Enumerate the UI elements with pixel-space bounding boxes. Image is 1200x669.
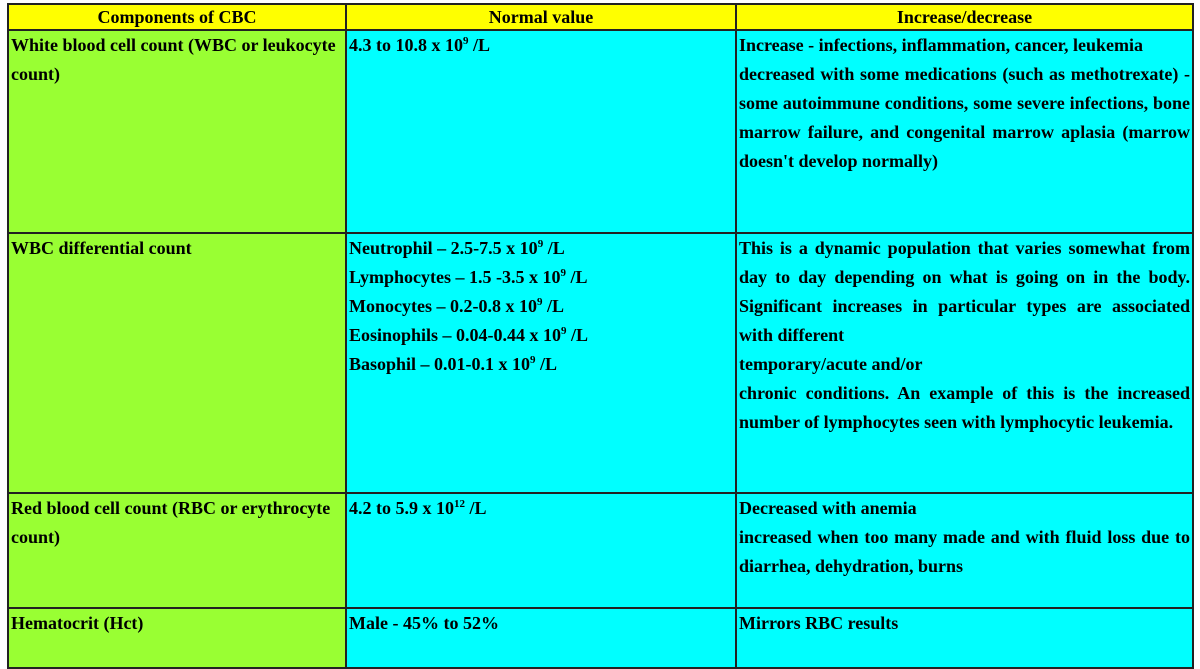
normal-value-line [349, 31, 733, 60]
cbc-table [7, 3, 1194, 669]
exponent: 9 [560, 267, 566, 279]
normal-value-cell [346, 493, 736, 608]
normal-value-line [349, 321, 733, 350]
change-cell [736, 493, 1193, 608]
component-cell: White blood cell count (WBC or leukocyte count) [8, 30, 346, 233]
change-line: temporary/acute and/or [739, 354, 923, 374]
normal-value-line [349, 234, 733, 263]
value-text: Neutrophil – 2.5-7.5 x 10 [349, 238, 538, 258]
component-cell: Hematocrit (Hct) [8, 608, 346, 668]
value-text: 4.3 to 10.8 x 10 [349, 35, 463, 55]
header-increase-decrease: Increase/decrease [736, 4, 1193, 30]
table-row [8, 30, 1193, 233]
change-line: This is a dynamic population that varies somewhat from day to day depending on what is going on in the body. Significant increases in particular types are associated with different [739, 238, 1190, 345]
unit: /L [566, 325, 589, 345]
value-text: Eosinophils – 0.04-0.44 x 10 [349, 325, 562, 345]
normal-value-cell [346, 233, 736, 493]
unit: /L [543, 238, 565, 258]
change-cell [736, 233, 1193, 493]
value-text: Lymphocytes – 1.5 -3.5 x 10 [349, 267, 561, 287]
value-text: 4.2 to 5.9 x 10 [349, 498, 454, 518]
unit: /L [465, 498, 487, 518]
header-row [8, 4, 1193, 30]
normal-value-line [349, 494, 733, 523]
component-cell: Red blood cell count (RBC or erythrocyte count) [8, 493, 346, 608]
table-row [8, 608, 1193, 668]
exponent: 9 [463, 35, 469, 47]
unit: /L [468, 35, 491, 55]
exponent: 9 [537, 238, 544, 250]
normal-value-line [349, 263, 733, 292]
change-cell [736, 608, 1193, 668]
change-line: decreased with some medications (such as methotrexate) - some autoimmune conditions, some severe infections, bone marrow failure, and congenital marrow aplasia (marrow doesn't develop normally) [739, 64, 1190, 171]
normal-value-line [349, 609, 733, 638]
normal-value-cell [346, 30, 736, 233]
normal-value-line [349, 292, 733, 321]
exponent: 12 [454, 498, 465, 510]
change-cell [736, 30, 1193, 233]
table-row [8, 233, 1193, 493]
unit: /L [535, 354, 558, 374]
header-components: Components of CBC [8, 4, 346, 30]
component-cell: WBC differential count [8, 233, 346, 493]
value-text: Male - 45% to 52% [349, 613, 499, 633]
value-text: Basophil – 0.01-0.1 x 10 [349, 354, 531, 374]
change-line: Increase - infections, inflammation, cancer, leukemia [739, 35, 1143, 55]
value-text: Monocytes – 0.2-0.8 x 10 [349, 296, 537, 316]
exponent: 9 [561, 325, 567, 337]
change-line: Mirrors RBC results [739, 613, 899, 633]
exponent: 9 [536, 296, 543, 308]
unit: /L [542, 296, 564, 316]
change-line: chronic conditions. An example of this is the increased number of lymphocytes seen with lymphocytic leukemia. [739, 383, 1190, 432]
exponent: 9 [530, 354, 536, 366]
change-line: increased when too many made and with fluid loss due to diarrhea, dehydration, burns [739, 527, 1190, 576]
normal-value-cell [346, 608, 736, 668]
header-normal-value: Normal value [346, 4, 736, 30]
table-row [8, 493, 1193, 608]
unit: /L [566, 267, 588, 287]
change-line: Decreased with anemia [739, 498, 917, 518]
normal-value-line [349, 350, 733, 379]
